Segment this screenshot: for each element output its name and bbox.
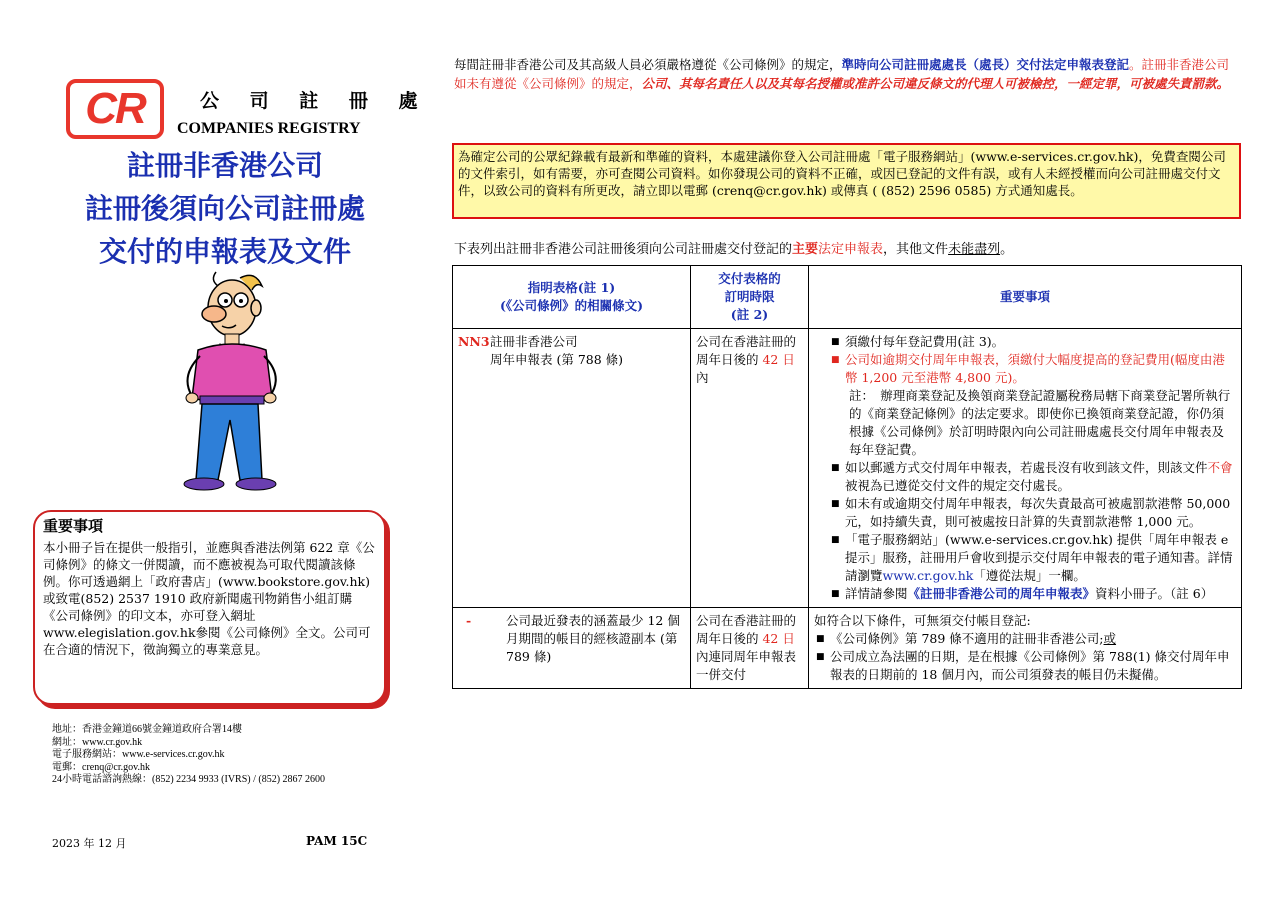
highlighted-advice-box: 為確定公司的公眾紀錄載有最新和準確的資料，本處建議你登入公司註冊處「電子服務網站」(www.e-services.cr.gov.hk)，免費查閱公司的文件索引，如有需要，亦可查閱公司資料。如你發現公司的資料不正確，或因已登記的文件有誤，或有人未經授權而向公司註冊處交付文件，以致公司的資料有所更改，請立即以電郵 (crenq@cr.gov.hk) 或傳真 ( (852) 2596 0585) 方式通知處長。 bbox=[452, 143, 1241, 219]
list-item bbox=[845, 585, 1235, 603]
caption-d: ，其他文件 bbox=[883, 242, 949, 257]
list-item: ■ 公司成立為法團的日期，是在根據《公司條例》第 788(1) 條交付周年申報表的日期前的 18 個月內，而公司須發表的帳目仍未擬備。 bbox=[830, 648, 1235, 684]
row2-code: - bbox=[466, 613, 472, 628]
returns-table bbox=[452, 265, 1242, 689]
cartoon-man-illustration bbox=[170, 268, 290, 498]
list-item bbox=[845, 459, 1235, 495]
row2-matters-cell bbox=[809, 608, 1242, 689]
row1-time-b: 42 日 bbox=[762, 352, 795, 367]
title-line-3: 交付的申報表及文件 bbox=[98, 235, 351, 268]
list-item bbox=[830, 630, 1235, 648]
row2-form: 公司最近發表的涵蓋最少 12 個月期間的帳目的經核證副本 (第 789 條) bbox=[506, 613, 680, 664]
header-time-limit: 交付表格的 訂明時限 (註 2) bbox=[691, 266, 809, 329]
r2b1b: 或 bbox=[1103, 631, 1117, 646]
intro-part-d: 公司、其每名責任人以及其每名授權或准許公司違反條文的代理人可被檢控，一經定罪，可被處失責罰款。 bbox=[641, 76, 1230, 91]
org-name-english: COMPANIES REGISTRY bbox=[177, 120, 361, 137]
intro-part-b: 準時向公司註冊處處長（處長）交付法定申報表登記 bbox=[841, 57, 1130, 72]
b3c: 被視為已遵從交付文件的規定交付處長。 bbox=[845, 478, 1071, 493]
row2-form-cell bbox=[453, 608, 691, 689]
notice-title: 重要事項 bbox=[43, 517, 104, 535]
hotline-line: 24小時電話諮詢熱線：(852) 2234 9933 (IVRS) / (852) 2867 2600 bbox=[52, 774, 326, 785]
notice-body: 本小冊子旨在提供一般指引，並應與香港法例第 622 章《公司條例》的條文一併閱讀，而不應被視為可取代閱讀該條例。你可透過網上「政府書店」(www.bookstore.gov.hk) 或致電(852) 2537 1910 政府新聞處刊物銷售小組訂購《公司條例》的印文本，亦可登入網址www.elegislation.gov.hk參閱《公司條例》全文。公司可在合適的情況下，徵詢獨立的專業意見。 bbox=[43, 540, 375, 657]
cr-logo bbox=[66, 79, 164, 139]
row1-time-a: 公司在香港註冊的周年日後的 bbox=[696, 334, 797, 367]
intro-paragraph bbox=[454, 55, 1240, 93]
important-notice-box bbox=[33, 510, 386, 705]
row2-time-a: 公司在香港註冊的周年日後的 bbox=[696, 613, 797, 646]
table-row bbox=[453, 608, 1242, 689]
row1-time-c: 內 bbox=[696, 370, 709, 385]
r2b1a: 《公司條例》第 789 條不適用的註冊非香港公司; bbox=[830, 631, 1104, 646]
row1-time-cell bbox=[691, 329, 809, 608]
table-header-row bbox=[453, 266, 1242, 329]
b6a: 詳情請參閱 bbox=[845, 586, 908, 601]
publication-code: PAM 15C bbox=[306, 834, 368, 848]
row1-code: NN3 bbox=[458, 334, 490, 349]
row1-note: 註： 辦理商業登記及換領商業登記證屬稅務局轄下商業登記署所執行的《商業登記條例》的法定要求。即使你已換領商業登記證，你仍須根據《公司條例》於訂明時限內向公司註冊處處長交付周年申報表及每年登記費。 bbox=[849, 388, 1231, 457]
caption-c: 法定申報表 bbox=[818, 242, 884, 257]
row1-form: 註冊非香港公司 周年申報表 (第 788 條) bbox=[490, 334, 624, 367]
row2-time-cell bbox=[691, 608, 809, 689]
eservices-line: 電子服務網站：www.e-services.cr.gov.hk bbox=[52, 749, 225, 760]
b5b: www.cr.gov.hk bbox=[882, 568, 974, 583]
org-name-chinese: 公 司 註 冊 處 bbox=[200, 90, 430, 112]
logo-text: CR bbox=[85, 84, 145, 133]
row1-matters-cell bbox=[809, 329, 1242, 608]
caption-b: 主要 bbox=[792, 242, 819, 257]
title-line-2: 註冊後須向公司註冊處 bbox=[84, 192, 365, 225]
header-form: 指明表格(註 1) (《公司條例》的相關條文) bbox=[453, 266, 691, 329]
b6c: 資料小冊子。（註 6） bbox=[1095, 586, 1214, 601]
intro-part-c: 。註冊非香港公司如未有遵從《公司條例》的規定， bbox=[454, 57, 1230, 91]
publication-date: 2023 年 12 月 bbox=[52, 837, 127, 850]
address-line: 地址：香港金鐘道66號金鐘道政府合署14樓 bbox=[52, 724, 242, 735]
row2-lead: 如符合以下條件，可無須交付帳目登記: bbox=[814, 613, 1031, 628]
list-item: ■ 如未有或逾期交付周年申報表，每次失責最高可被處罰款港幣 50,000 元，如持續失責，則可被處按日計算的失責罰款港幣 1,000 元。 bbox=[845, 495, 1235, 531]
b3b: 不會 bbox=[1207, 460, 1233, 475]
website-line: 網址：www.cr.gov.hk bbox=[52, 736, 143, 748]
table-caption bbox=[454, 238, 1013, 257]
contact-address-block bbox=[52, 724, 325, 787]
title-line-1: 註冊非香港公司 bbox=[126, 149, 323, 182]
row2-time-c: 內連同周年申報表一併交付 bbox=[696, 649, 797, 682]
email-line: 電郵：crenq@cr.gov.hk bbox=[52, 761, 150, 773]
b6b: 《註冊非香港公司的周年申報表》 bbox=[907, 586, 1096, 601]
b5a: 「電子服務網站」(www.e-services.cr.gov.hk) 提供「周年申報表 e 提示」服務，註冊用戶會收到提示交付周年申報表的電子通知書。詳情請瀏覽 bbox=[845, 532, 1233, 583]
intro-part-a: 每間註冊非香港公司及其高級人員必須嚴格遵從《公司條例》的規定， bbox=[454, 57, 842, 72]
list-item: ■ 公司如逾期交付周年申報表，須繳付大幅度提高的登記費用(幅度由港幣 1,200 元至港幣 4,800 元)。 bbox=[845, 351, 1235, 387]
list-item bbox=[845, 531, 1235, 585]
caption-f: 。 bbox=[1000, 242, 1014, 257]
table-row bbox=[453, 329, 1242, 608]
caption-a: 下表列出註冊非香港公司註冊後須向公司註冊處交付登記的 bbox=[454, 242, 793, 257]
b3a: 如以郵遞方式交付周年申報表，若處長沒有收到該文件，則該文件 bbox=[845, 460, 1208, 475]
row1-form-cell bbox=[453, 329, 691, 608]
list-item: ■ 須繳付每年登記費用(註 3)。 bbox=[845, 333, 1235, 351]
caption-e: 未能盡列 bbox=[948, 242, 1001, 257]
header-important-matters: 重要事項 bbox=[809, 266, 1242, 329]
row2-time-b: 42 日 bbox=[762, 631, 795, 646]
b5c: 「遵從法規」一欄。 bbox=[973, 568, 1086, 583]
